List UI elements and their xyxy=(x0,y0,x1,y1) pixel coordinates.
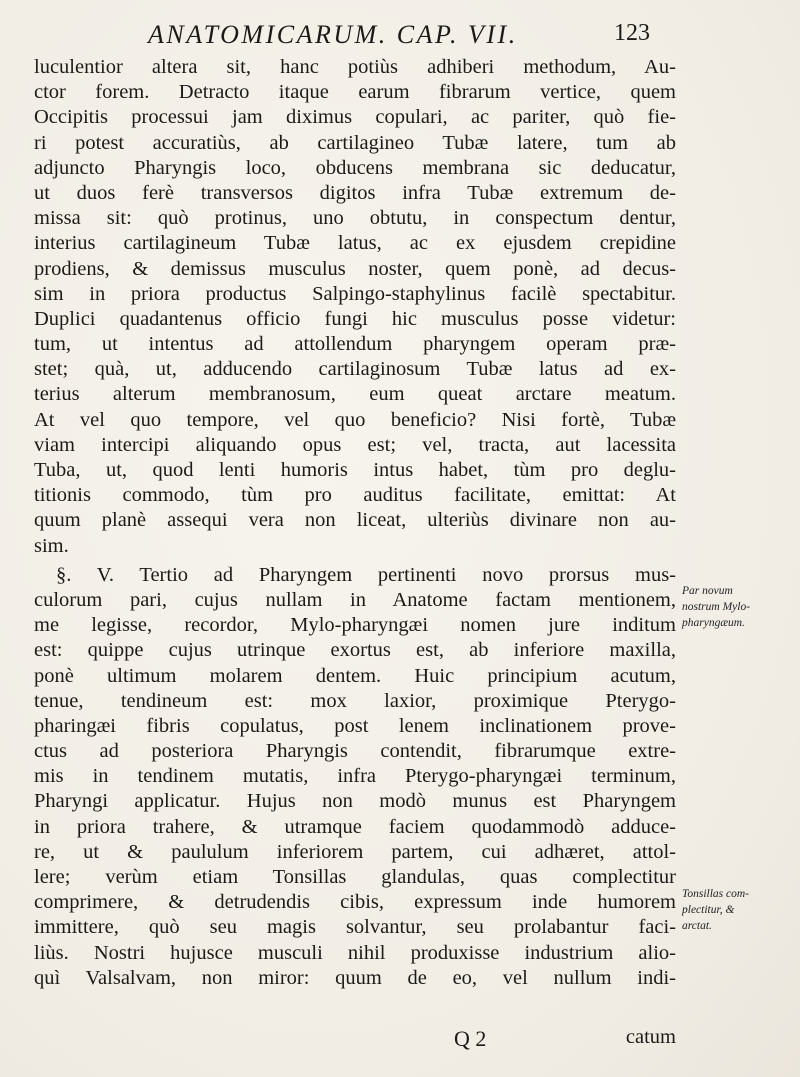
text-line: pharingæi fibris copulatus, post lenem inclinationem prove- xyxy=(34,714,676,737)
text-line: stet; quà, ut, adducendo cartilaginosum Tubæ latus ad ex- xyxy=(34,358,676,381)
text-line: comprimere, & detrudendis cibis, expressum inde humorem xyxy=(34,891,676,914)
text-line: adjuncto Pharyngis loco, obducens membrana sic deducatur, xyxy=(34,156,676,179)
page-number: 123 xyxy=(614,20,650,46)
text-line: prodiens, & demissus musculus noster, quem ponè, ad decus- xyxy=(34,257,676,280)
marginal-note xyxy=(682,583,794,631)
catchword: catum xyxy=(625,1026,676,1048)
text-line: quum planè assequi vera non liceat, ulteriùs divinare non au- xyxy=(34,509,676,532)
text-line: quì Valsalvam, non miror: quum de eo, vel nullum indi- xyxy=(34,966,676,989)
body-text xyxy=(34,55,676,991)
text-line: immittere, quò seu magis solvantur, seu prolabantur faci- xyxy=(34,916,676,939)
text-line: terius alterum membranosum, eum queat arctare meatum. xyxy=(34,383,676,406)
marginal-note-line: arctat. xyxy=(682,920,712,932)
signature-mark: Q 2 xyxy=(454,1026,487,1051)
text-line: ri potest accuratiùs, ab cartilagineo Tubæ latere, tum ab xyxy=(34,131,676,154)
marginal-note-line: nostrum Mylo- xyxy=(682,601,751,613)
section-heading-line: §. V. Tertio ad Pharyngem pertinenti novo prorsus mus- xyxy=(56,563,676,586)
marginal-note-line: Par novum xyxy=(682,585,733,597)
text-line: At vel quo tempore, vel quo beneficio? Nisi fortè, Tubæ xyxy=(34,408,676,431)
text-line: missa sit: quò protinus, uno obtutu, in conspectum dentur, xyxy=(34,207,676,230)
marginal-note-line: Tonsillas com- xyxy=(682,888,749,900)
text-line: culorum pari, cujus nullam in Anatome factam mentionem, xyxy=(34,588,676,611)
running-head xyxy=(140,14,660,54)
text-line: me legisse, recordor, Mylo-pharyngæi nomen jure inditum xyxy=(34,614,676,637)
text-line: ctor forem. Detracto itaque earum fibrarum vertice, quem xyxy=(34,81,676,104)
marginal-note-line: plectitur, & xyxy=(682,904,735,916)
text-line: sim in priora productus Salpingo-staphylinus facilè spectabitur. xyxy=(34,282,676,305)
running-title: ANATOMICARUM. CAP. VII. xyxy=(148,20,518,49)
text-line: sim. xyxy=(34,534,69,557)
text-line: tum, ut intentus ad attollendum pharyngem operam præ- xyxy=(34,333,676,356)
text-line: Occipitis processui jam diximus copulari, ac pariter, quò fie- xyxy=(34,106,676,129)
text-line: ut duos ferè transversos digitos infra Tubæ extremum de- xyxy=(34,181,676,204)
text-line: lere; verùm etiam Tonsillas glandulas, quas complectitur xyxy=(34,866,676,888)
text-line: Duplici quadantenus officio fungi hic musculus posse videtur: xyxy=(34,307,676,330)
text-line: est: quippe cujus utrinque exortus est, ab inferiore maxilla, xyxy=(34,639,676,662)
page-footer xyxy=(34,1020,676,1060)
text-line: re, ut & paululum inferiorem partem, cui adhæret, attol- xyxy=(34,840,676,863)
text-line: liùs. Nostri hujusce musculi nihil produxisse industrium alio- xyxy=(34,941,676,964)
text-line: luculentior altera sit, hanc potiùs adhiberi methodum, Au- xyxy=(34,56,676,78)
marginal-note-line: pharyngæum. xyxy=(682,617,745,629)
text-line: mis in tendinem mutatis, infra Pterygo-pharyngæi terminum, xyxy=(34,765,676,788)
text-line: Tuba, ut, quod lenti humoris intus habet, tùm pro deglu- xyxy=(34,459,676,481)
text-line: interius cartilagineum Tubæ latus, ac ex ejusdem crepidine xyxy=(34,232,676,255)
text-line: titionis commodo, tùm pro auditus facilitate, emittat: At xyxy=(34,484,676,507)
text-line: tenue, tendineum est: mox laxior, proximique Pterygo- xyxy=(34,689,676,712)
marginal-note xyxy=(682,886,794,934)
text-line: ctus ad posteriora Pharyngis contendit, fibrarumque extre- xyxy=(34,740,676,763)
text-line: in priora trahere, & utramque faciem quodammodò adduce- xyxy=(34,815,676,838)
text-line: viam intercipi aliquando opus est; vel, tracta, aut lacessita xyxy=(34,433,676,456)
text-line: ponè ultimum molarem dentem. Huic principium acutum, xyxy=(34,664,676,687)
text-line: Pharyngi applicatur. Hujus non modò munus est Pharyngem xyxy=(34,790,676,813)
